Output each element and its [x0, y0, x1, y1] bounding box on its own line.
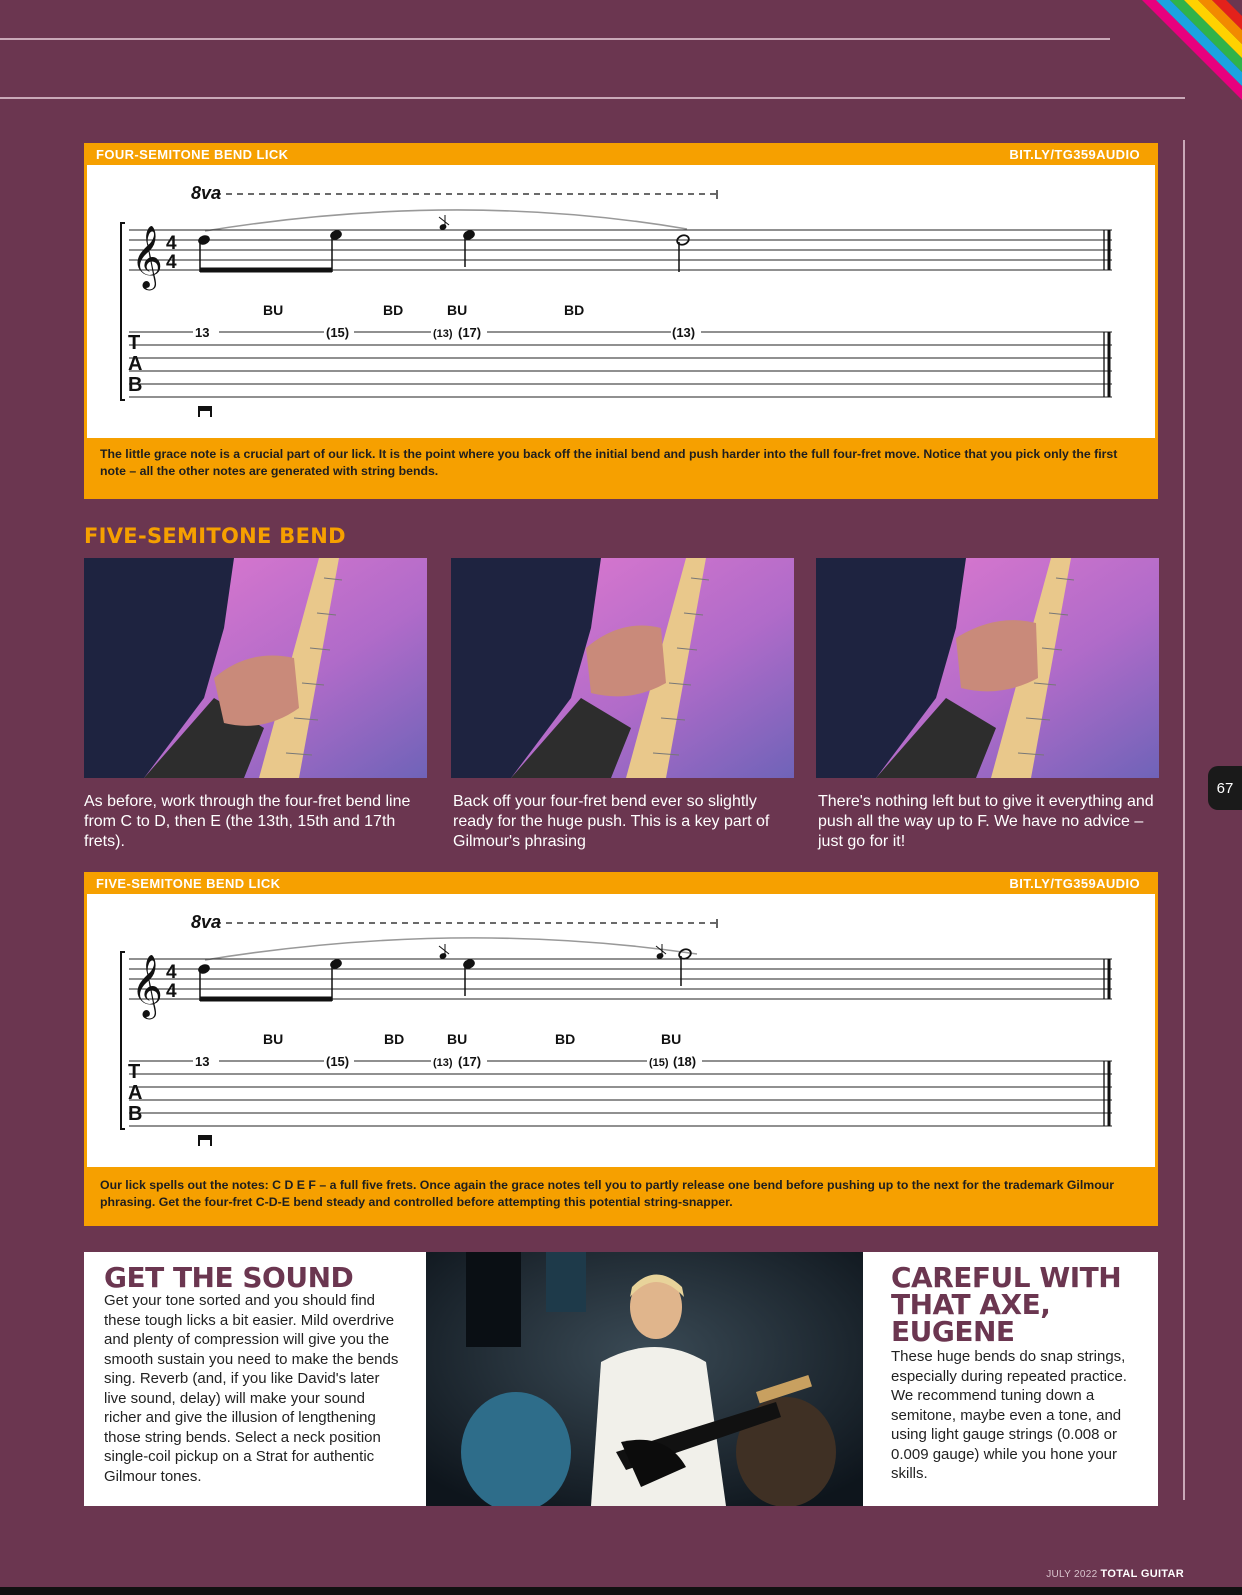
- lick2-fret: 13: [195, 1054, 210, 1069]
- lick1-tab-letter: A: [128, 353, 143, 375]
- lick2-technique: BU: [447, 1031, 468, 1047]
- lick1-ottava: 8va: [191, 183, 222, 203]
- photo-caption-2: Back off your four-fret bend ever so slightly ready for the huge push. This is a key part of Gilmour's phrasing: [453, 793, 770, 850]
- lick1-technique: BD: [383, 302, 404, 318]
- lick1-audio-link[interactable]: BIT.LY/TG359AUDIO: [1009, 146, 1140, 162]
- lick1-fret: 13: [195, 325, 210, 340]
- lick2-technique: BD: [384, 1031, 405, 1047]
- svg-text:4: 4: [166, 252, 177, 273]
- lick2-tab-letter: T: [128, 1061, 141, 1083]
- photo-step-3: [816, 558, 1159, 778]
- careful-title-line: CAREFUL WITH: [891, 1261, 1122, 1294]
- careful-title-line: EUGENE: [891, 1315, 1015, 1348]
- get-the-sound-body: Get your tone sorted and you should find these tough licks a bit easier. Mild overdrive and plenty of compression will give you the smooth sustain you need to make the bends sing. Reverb (and, if you like David's later live sound, delay) will make your sound richer and give the illusion of lengthening those string bends. Select a neck position single-coil pickup on a Strat for authentic Gilmour tones.: [104, 1292, 399, 1485]
- lick2-technique: BU: [263, 1031, 284, 1047]
- lick1-notation: [87, 165, 1155, 438]
- lick1-fret: (15): [326, 325, 350, 340]
- careful-body: These huge bends do snap strings, especially during repeated practice. We recommend tuning down a semitone, maybe even a tone, and using light gauge strings (0.008 or 0.009 gauge) while you hone your skills.: [891, 1348, 1127, 1482]
- lick2-title: FIVE-SEMITONE BEND LICK: [96, 875, 281, 891]
- rainbow-stripes: [1072, 0, 1242, 130]
- five-semitone-lick-box: [84, 872, 1158, 1226]
- top-rule: [0, 38, 1110, 40]
- svg-text:4: 4: [166, 981, 177, 1002]
- lick2-technique: BU: [661, 1031, 682, 1047]
- lick2-caption: Our lick spells out the notes: C D E F – a full five frets. Once again the grace notes tell you to partly release one bend before pushing up to the next for the trademark Gilmour phrasing. Get the four-fret C-D-E bend steady and controlled before attempting this potential string-snapper.: [100, 1178, 1115, 1209]
- svg-text:4: 4: [166, 233, 177, 254]
- footer-magazine: TOTAL GUITAR: [1100, 1568, 1184, 1580]
- lick2-notation: [87, 894, 1155, 1167]
- photo-step-1: [84, 558, 427, 778]
- lick1-caption: The little grace note is a crucial part of our lick. It is the point where you back off the initial bend and push harder into the full four-fret move. Notice that you pick only the first note – all the other notes are generated with string bends.: [100, 447, 1118, 478]
- lick2-fret: (18): [673, 1054, 697, 1069]
- lick2-fret: (17): [458, 1054, 482, 1069]
- careful-panel: [863, 1252, 1158, 1506]
- lick1-technique: BU: [447, 302, 468, 318]
- svg-text:4: 4: [166, 962, 177, 983]
- lick1-title: FOUR-SEMITONE BEND LICK: [96, 146, 289, 162]
- footer: [1046, 1568, 1184, 1580]
- lick1-tab-letter: B: [128, 374, 143, 396]
- lick1-fret: (13): [672, 325, 696, 340]
- lick1-fret: (13): [433, 328, 453, 340]
- svg-text:𝄞: 𝄞: [131, 956, 163, 1016]
- photo-step-2: [451, 558, 794, 778]
- margin-rule: [1183, 140, 1185, 1500]
- lick2-fret: (15): [326, 1054, 350, 1069]
- careful-title-line: THAT AXE,: [891, 1288, 1051, 1321]
- page-number: 67: [1208, 766, 1242, 810]
- lick1-tab-letter: T: [128, 332, 141, 354]
- get-the-sound-panel: [84, 1252, 426, 1506]
- top-rule-2: [0, 97, 1185, 99]
- lick2-technique: BD: [555, 1031, 576, 1047]
- get-the-sound-title: GET THE SOUND: [104, 1261, 354, 1294]
- lick2-audio-link[interactable]: BIT.LY/TG359AUDIO: [1009, 875, 1140, 891]
- lick2-ottava: 8va: [191, 912, 222, 932]
- photo-caption-1: As before, work through the four-fret bend line from C to D, then E (the 13th, 15th and 17th frets).: [84, 793, 411, 850]
- lick2-fret: (15): [649, 1057, 669, 1069]
- four-semitone-lick-box: [84, 143, 1158, 499]
- lick2-tab-letter: A: [128, 1082, 143, 1104]
- bottom-band: [0, 1587, 1242, 1595]
- lick1-fret: (17): [458, 325, 482, 340]
- lick1-technique: BU: [263, 302, 284, 318]
- footer-date: JULY 2022: [1046, 1569, 1098, 1580]
- svg-text:𝄞: 𝄞: [131, 227, 163, 287]
- lick2-fret: (13): [433, 1057, 453, 1069]
- photo-caption-3: There's nothing left but to give it everything and push all the way up to F. We have no advice – just go for it!: [818, 793, 1154, 850]
- lick2-tab-letter: B: [128, 1103, 143, 1125]
- section-title: FIVE-SEMITONE BEND: [84, 524, 346, 548]
- lick1-technique: BD: [564, 302, 585, 318]
- gilmour-live-photo: [426, 1252, 863, 1506]
- careful-title: [891, 1261, 1144, 1348]
